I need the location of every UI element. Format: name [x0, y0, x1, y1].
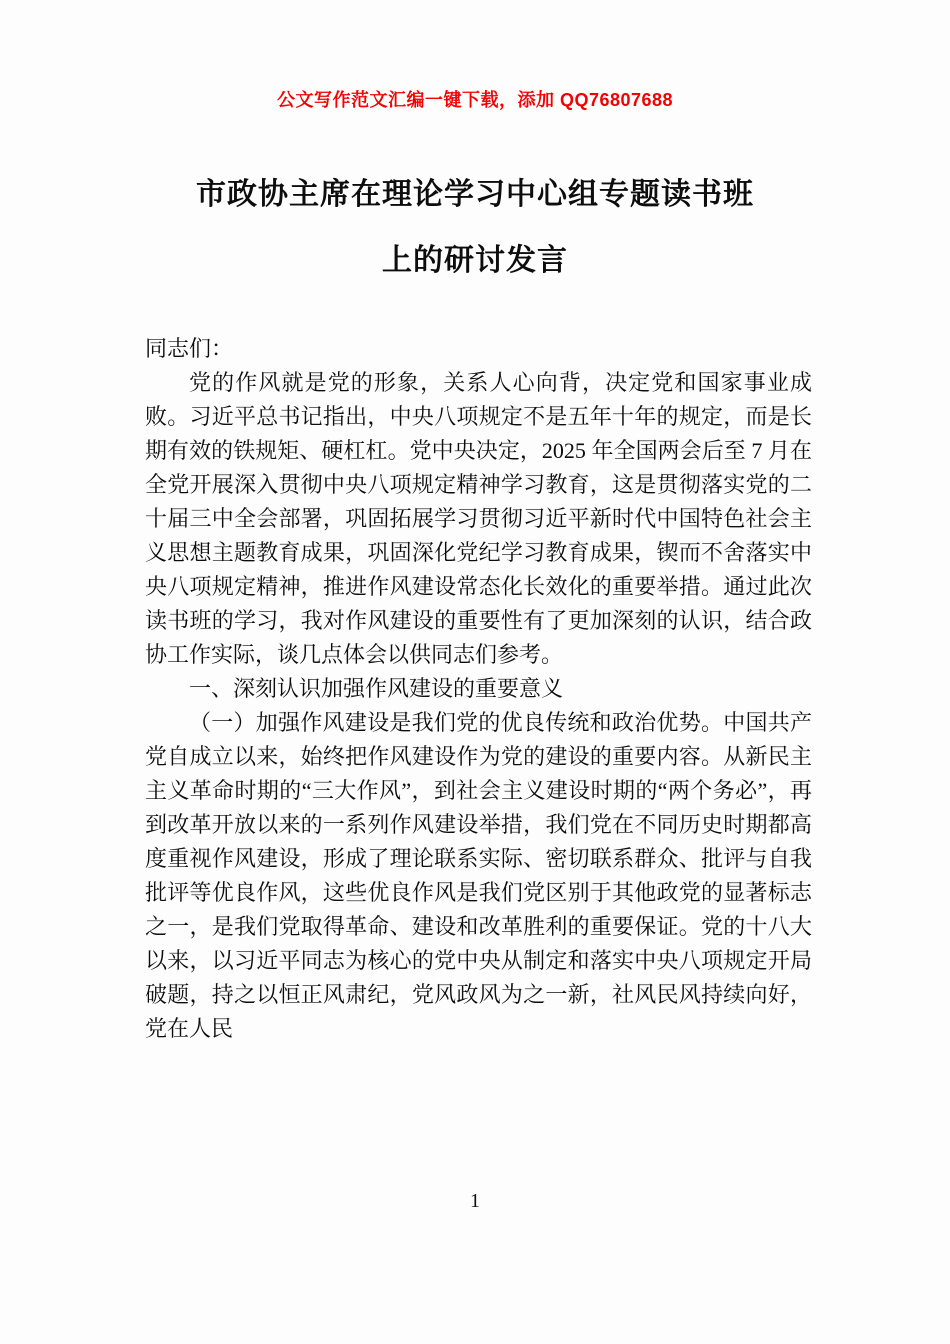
page-number: 1 — [470, 1190, 480, 1212]
section-heading: 一、深刻认识加强作风建设的重要意义 — [189, 676, 564, 701]
salutation: 同志们： — [145, 336, 234, 361]
title-line: 市政协主席在理论学习中心组专题读书班 — [196, 178, 754, 211]
header-notice: 公文写作范文汇编一键下载，添加 QQ76807688 — [276, 90, 674, 110]
paragraph: 党的作风就是党的形象，关系人心向背，决定党和国家事业成败。习近平总书记指出，中央八项规定不是五年十年的规定，而是长期有效的铁规矩、硬杠杠。党中央决定，2025 年全国两会后至 7 月在全党开展深入贯彻中央八项规定精神学习教育，这是贯彻落实党的二十届三中全会部署，巩固拓展学习贯彻习近平新时代中国特色社会主义思想主题教育成果，巩固深化党纪学习教育成果，锲而不舍落实中央八项规定精神，推进作风建设常态化长效化的重要举措。通过此次读书班的学习，我对作风建设的重要性有了更加深刻的认识，结合政协工作实际，谈几点体会以供同志们参考。 — [145, 370, 812, 667]
document-title — [120, 162, 830, 294]
title-line: 上的研讨发言 — [382, 244, 568, 277]
paragraph: （一）加强作风建设是我们党的优良传统和政治优势。中国共产党自成立以来，始终把作风建设作为党的建设的重要内容。从新民主主义革命时期的“三大作风”，到社会主义建设时期的“两个务必”，再到改革开放以来的一系列作风建设举措，我们党在不同历史时期都高度重视作风建设，形成了理论联系实际、密切联系群众、批评与自我批评等优良作风，这些优良作风是我们党区别于其他政党的显著标志之一，是我们党取得革命、建设和改革胜利的重要保证。党的十八大以来，以习近平同志为核心的党中央从制定和落实中央八项规定开局破题，持之以恒正风肃纪，党风政风为之一新，社风民风持续向好，党在人民 — [145, 710, 812, 1041]
document-body — [145, 332, 812, 1046]
